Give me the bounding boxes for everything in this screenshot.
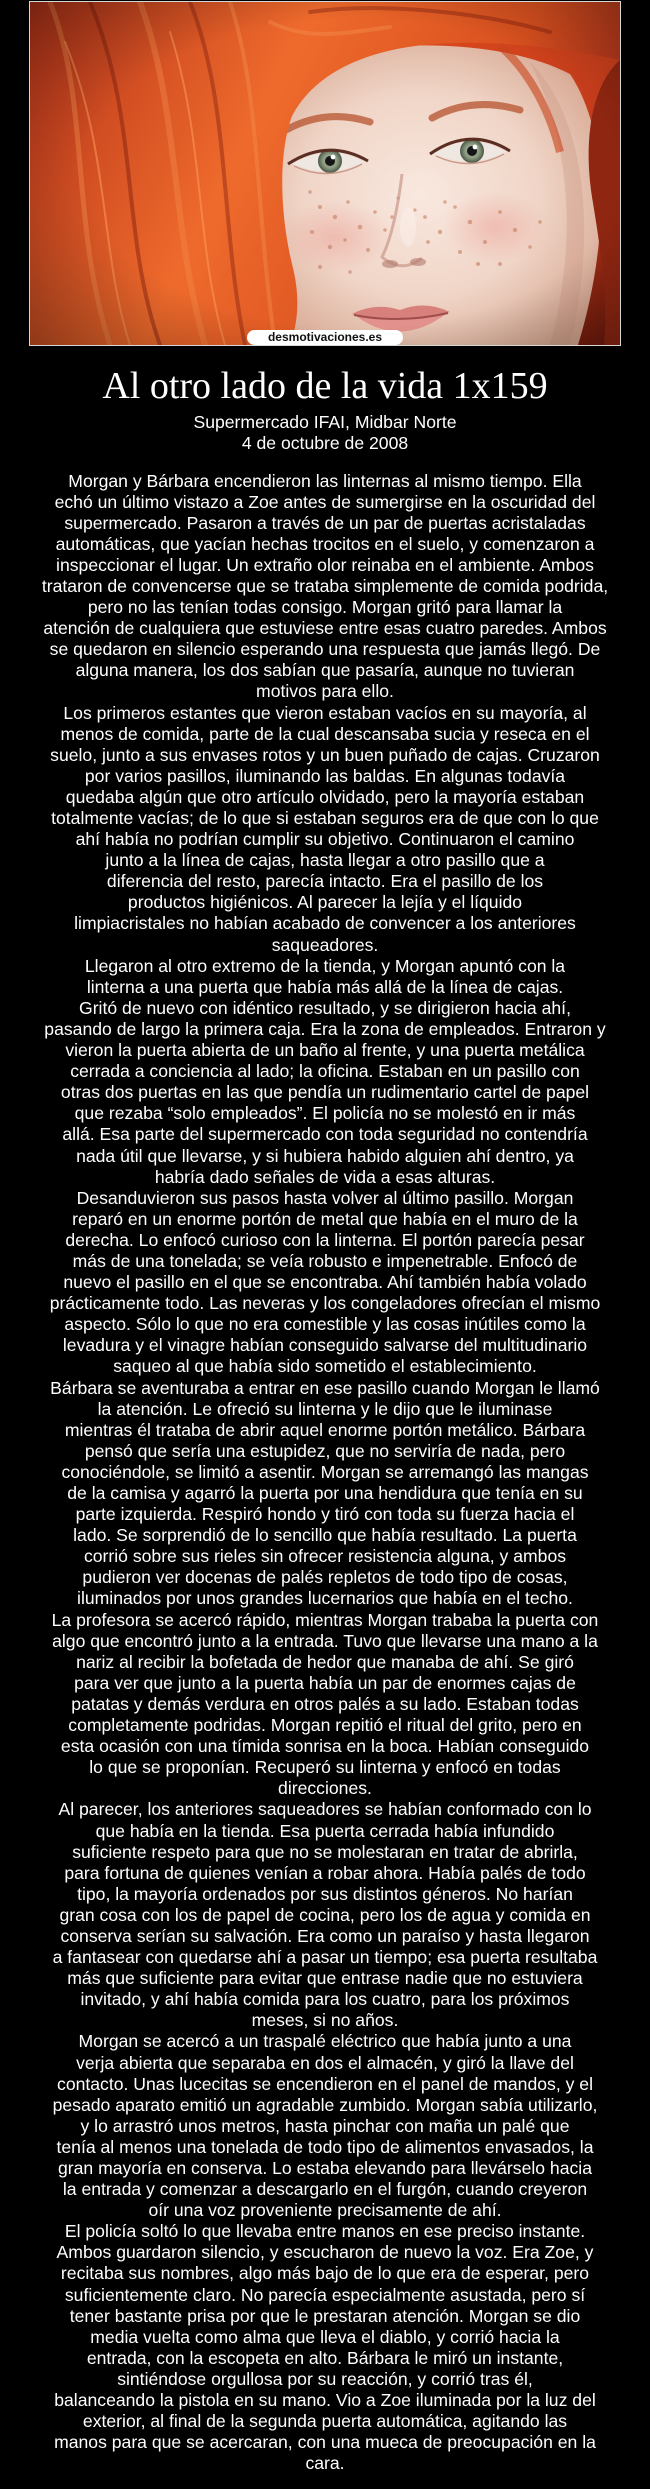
text-line: por varios pasillos, iluminando las baldas. En algunas todavía	[84, 765, 566, 786]
text-line: aspecto. Sólo lo que no era comestible y las cosas inútiles como la	[64, 1314, 586, 1335]
text-line: prácticamente todo. Las neveras y los congeladores ofrecían el mismo	[49, 1293, 601, 1314]
text-line: suficientemente claro. No parecía especialmente asustada, pero sí	[64, 2284, 586, 2305]
text-line: Ambos guardaron silencio, y escucharon de nuevo la voz. Era Zoe, y	[56, 2242, 594, 2263]
vignette	[30, 2, 620, 345]
text-line: cerrada a conciencia al lado; la oficina. Estaban en un pasillo con	[70, 1061, 580, 1082]
text-line: la atención. Le ofreció su linterna y le dijo que le iluminase	[97, 1398, 553, 1419]
text-line: invitado, y ahí había comida para los cuatro, para los próximos	[80, 1989, 570, 2010]
text-line: echó un último vistazo a Zoe antes de sumergirse en la oscuridad del	[54, 491, 596, 512]
text-line: Los primeros estantes que vieron estaban vacíos en su mayoría, al	[63, 702, 587, 723]
text-line: diferencia del resto, parecía intacto. Era el pasillo de los	[106, 871, 544, 892]
text-line: saqueadores.	[271, 934, 379, 955]
text-line: productos higiénicos. Al parecer la lejía y el líquido	[127, 892, 523, 913]
text-line: manos para que se acercaran, con una mueca de preocupación en la	[54, 2432, 596, 2453]
text-line: Morgan y Bárbara encendieron las linternas al mismo tiempo. Ella	[68, 470, 582, 491]
text-line: gran cosa con los de papel de cocina, pero los de agua y comida en	[59, 1904, 591, 1925]
text-line: suelo, junto a sus envases rotos y un buen puñado de cajas. Cruzaron	[50, 744, 600, 765]
site-watermark: desmotivaciones.es	[247, 330, 403, 345]
text-line: atención de cualquiera que estuviese entre esas cuatro paredes. Ambos	[43, 618, 607, 639]
text-line: conociéndole, se limitó a asentir. Morgan se arremangó las mangas	[61, 1461, 589, 1482]
text-line: direcciones.	[278, 1778, 372, 1799]
text-line: ahí había no podrían cumplir su objetivo. Continuaron el camino	[75, 829, 575, 850]
text-line: algo que encontró junto a la entrada. Tuvo que llevarse una mano a la	[52, 1630, 598, 1651]
text-line: junto a la línea de cajas, hasta llegar a otro pasillo que a	[105, 850, 545, 871]
text-line: Al parecer, los anteriores saqueadores se habían conformado con lo	[58, 1799, 592, 1820]
text-line: pesado aparato emitió un agradable zumbido. Morgan sabía utilizarlo,	[52, 2094, 598, 2115]
text-line: lado. Se sorprendió de lo sencillo que había resultado. La puerta	[73, 1525, 577, 1546]
text-line: más de una tonelada; se veía robusto e impenetrable. Enfocó de	[72, 1250, 578, 1271]
text-line: y lo arrastró unos metros, hasta pinchar con maña un palé que	[80, 2115, 570, 2136]
poster-subtitle	[0, 412, 650, 454]
text-line: a fantasear con quedarse ahí a pasar un tiempo; esa puerta resultaba	[52, 1947, 598, 1968]
text-line: que había en la tienda. Esa puerta cerrada había infundido	[95, 1820, 555, 1841]
text-line: entrada, con la escopeta en alto. Bárbara le miró un instante,	[86, 2347, 564, 2368]
text-line: pudieron ver docenas de palés repletos de todo tipo de cosas,	[82, 1567, 568, 1588]
text-line: trataron de convencerse que se trataba simplemente de comida podrida,	[41, 575, 609, 596]
text-line: pero no las tenían todas consigo. Morgan gritó para llamar la	[87, 597, 563, 618]
text-line: Desanduvieron sus pasos hasta volver al último pasillo. Morgan	[76, 1187, 574, 1208]
text-line: que rezaba “solo empleados”. El policía no se molestó en ir más	[74, 1103, 576, 1124]
text-line: gran mayoría en conserva. Lo estaba elevando para llevárselo hacia	[57, 2158, 592, 2178]
text-line: sintiéndose orgullosa por su reacción, y corrió tras él,	[117, 2368, 533, 2389]
story-text	[0, 471, 650, 2475]
text-line: pasando de largo la primera caja. Era la zona de empleados. Entraron y	[44, 1018, 606, 1039]
text-line: saqueo al que había sido sometido el establecimiento.	[113, 1356, 537, 1377]
text-line: limpiacristales no habían acabado de convencer a los anteriores	[74, 913, 576, 934]
text-line: de la camisa y agarró la puerta por una hendidura que tenía en su	[67, 1483, 583, 1503]
text-line: Bárbara se aventuraba a entrar en ese pasillo cuando Morgan le llamó	[50, 1377, 600, 1398]
text-line: totalmente vacías; de lo que si estaban seguros era de que con lo que	[51, 808, 599, 828]
text-line: supermercado. Pasaron a través de un par de puertas acristaladas	[64, 512, 586, 533]
text-line: reparó en un enorme portón de metal que había en el muro de la	[72, 1208, 578, 1229]
text-line: linterna a una puerta que había más allá de la línea de cajas.	[86, 976, 564, 997]
text-line: parte izquierda. Respiró hondo y tiró con toda su fuerza hacia el	[75, 1504, 575, 1525]
text-line: El policía soltó lo que llevaba entre manos en ese preciso instante.	[64, 2221, 586, 2242]
text-line: nada útil que llevarse, y si hubiera habido alguien ahí dentro, ya	[76, 1145, 574, 1166]
text-line: media vuelta como alma que lleva el diablo, y corrió hacia la	[90, 2326, 560, 2347]
text-line: motivos para ello.	[256, 681, 394, 702]
text-line: menos de comida, parte de la cual descansaba sucia y reseca en el	[60, 723, 590, 744]
text-line: para fortuna de quienes venían a robar ahora. Había palés de todo	[64, 1862, 586, 1883]
text-line: Llegaron al otro extremo de la tienda, y Morgan apuntó con la	[84, 955, 566, 976]
text-line: oír una voz proveniente precisamente de ahí.	[148, 2200, 502, 2221]
text-line: vieron la puerta abierta de un baño al frente, y una puerta metálica	[65, 1040, 585, 1061]
text-line: Gritó de nuevo con idéntico resultado, y se dirigieron hacia ahí,	[79, 997, 571, 1018]
portrait-photo-frame	[29, 1, 621, 346]
text-line: alguna manera, los dos sabían que pasaría, aunque no tuvieran	[75, 660, 575, 681]
text-line: Morgan se acercó a un traspalé eléctrico que había junto a una	[78, 2031, 572, 2052]
text-line: inspeccionar el lugar. Un extraño olor reinaba en el ambiente. Ambos	[56, 554, 594, 575]
portrait-photo	[30, 2, 620, 345]
subtitle-date: 4 de octubre de 2008	[241, 432, 409, 453]
text-line: conserva serían su salvación. Era como un paraíso y hasta llegaron	[60, 1925, 590, 1946]
text-line: verja abierta que separaba en dos el almacén, y giró la llave del	[76, 2052, 574, 2073]
text-line: esta ocasión con una tímida sonrisa en la boca. Habían conseguido	[60, 1736, 590, 1757]
text-line: más que suficiente para evitar que entrase nadie que no estuviera	[67, 1968, 583, 1989]
text-line: nariz al recibir la bofetada de hedor que manaba de ahí. Se giró	[76, 1651, 574, 1672]
text-line: nuevo el pasillo en el que se encontraba. Ahí también había volado	[63, 1272, 587, 1293]
text-line: cara.	[305, 2453, 345, 2474]
text-line: levadura y el vinagre habían conseguido salvarse del multitudinario	[62, 1335, 588, 1356]
text-line: tener bastante prisa por que le prestaran atención. Morgan se dio	[69, 2305, 581, 2326]
text-line: contacto. Unas lucecitas se encendieron en el panel de mandos, y el	[57, 2073, 593, 2094]
text-line: para ver que junto a la puerta había un par de enormes cajas de	[74, 1672, 576, 1693]
text-line: exterior, al final de la segunda puerta automática, agitando las	[82, 2411, 568, 2432]
text-line: habría dado señales de vida a esas alturas.	[154, 1166, 496, 1187]
text-line: patatas y demás verdura en otros palés a su lado. Estaban todas	[71, 1693, 579, 1714]
text-line: completamente podridas. Morgan repitió el ritual del grito, pero en	[68, 1715, 582, 1736]
text-line: pensó que sería una estupidez, que no serviría de nada, pero	[84, 1440, 566, 1461]
text-line: otras dos puertas en las que pendía un rudimentario cartel de papel	[60, 1082, 590, 1103]
text-line: automáticas, que yacían hechas trocitos en el suelo, y comenzaron a	[55, 533, 595, 554]
text-line: la entrada y comenzar a descargarlo en el furgón, cuando creyeron	[62, 2179, 588, 2200]
text-line: lo que se proponían. Recuperó su linterna y enfocó en todas	[89, 1757, 561, 1778]
text-line: balanceando la pistola en su mano. Vio a Zoe iluminada por la luz del	[54, 2390, 596, 2411]
poster-title: Al otro lado de la vida 1x159	[102, 365, 548, 407]
text-line: corrió sobre sus rieles sin ofrecer resistencia alguna, y ambos	[83, 1546, 567, 1567]
text-line: suficiente respeto para que no se molestaran en tratar de abrirla,	[72, 1841, 578, 1862]
text-line: La profesora se acercó rápido, mientras Morgan trababa la puerta con	[51, 1609, 599, 1630]
text-line: allá. Esa parte del supermercado con toda seguridad no contendría	[62, 1124, 588, 1145]
text-line: iluminados por unos grandes lucernarios que había en el techo.	[77, 1588, 573, 1609]
text-line: derecha. Lo enfocó curioso con la linterna. El portón parecía pesar	[65, 1229, 585, 1250]
text-line: tenía al menos una tonelada de todo tipo de alimentos envasados, la	[56, 2136, 594, 2157]
text-line: quedaba algún que otro artículo olvidado, pero la mayoría estaban	[65, 786, 585, 807]
text-line: mientras él trataba de abrir aquel enorme portón metálico. Bárbara	[64, 1419, 586, 1440]
subtitle-location: Supermercado IFAI, Midbar Norte	[193, 411, 457, 432]
text-line: recitaba sus nombres, algo más bajo de lo que era de esperar, pero	[60, 2263, 590, 2284]
text-line: meses, si no años.	[251, 2010, 399, 2031]
text-line: se quedaron en silencio esperando una respuesta que jamás llegó. De	[49, 639, 601, 660]
text-line: tipo, la mayoría ordenados por sus distintos géneros. No harían	[77, 1883, 573, 1904]
